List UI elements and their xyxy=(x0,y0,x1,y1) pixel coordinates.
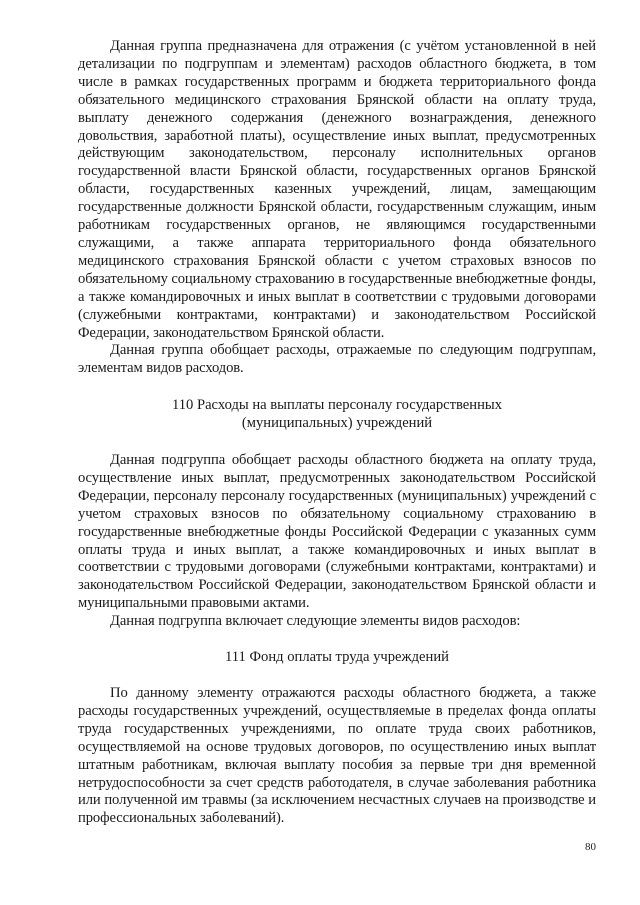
paragraph-subgroup-110: Данная подгруппа обобщает расходы областного бюджета на оплату труда, осуществление иных выплат, предусмотренных законодательством Российской Федерации, персоналу персоналу государственных (муниципальных) учреждений с учетом страховых взносов по обязательному социальному страхованию в государственные внебюджетные фонды Российской Федерации с указанных сумм оплаты труда и иных выплат, а также командировочных и иных выплат в соответствии с трудовыми договорами (служебными контрактами, контрактами) и законодательством Российской Федерации, законодательством Брянской области и муниципальными правовыми актами. xyxy=(78,452,596,612)
paragraph-element-111: По данному элементу отражаются расходы областного бюджета, а также расходы государственных учреждений, осуществляемые в пределах фонда оплаты труда государственных учреждениями, по оплате труда своих работников, осуществляемой на основе трудовых договоров, по осуществлению иных выплат штатным работникам, включая выплату пособия за первые три дня временной нетрудоспособности за счет средств работодателя, в случае заболевания работника или полученной им травмы (за исключением несчастных случаев на производстве и профессиональных заболеваний). xyxy=(78,685,596,827)
page-number: 80 xyxy=(585,841,596,853)
paragraph-subgroup-elements: Данная подгруппа включает следующие элементы видов расходов: xyxy=(110,613,521,630)
heading-111: 111 Фонд оплаты труда учреждений xyxy=(225,649,449,666)
document-page xyxy=(78,38,596,828)
heading-110-line2: (муниципальных) учреждений xyxy=(241,415,433,432)
heading-110-line1: 110 Расходы на выплаты персоналу государственных xyxy=(171,397,503,414)
paragraph-group-summary: Данная группа обобщает расходы, отражаемые по следующим подгруппам, элементам видов расходов. xyxy=(78,342,596,377)
paragraph-group-purpose: Данная группа предназначена для отражения (с учётом установленной в ней детализации по подгруппам и элементам) расходов областного бюджета, в том числе в рамках государственных программ и бюджета территориального фонда обязательного медицинского страхования Брянской области на оплату труда, выплату денежного содержания (денежного вознаграждения, денежного довольствия, заработной платы), осуществление иных выплат, предусмотренных действующим законодательством, персоналу исполнительных органов государственной власти Брянской области, государственных органов Брянской области, государственных казенных учреждений, лицам, замещающим государственные должности Брянской области, государственным служащим, иным работникам государственных органов, не являющимся государственными служащими, а также аппарата территориального фонда обязательного медицинского страхования Брянской области с учетом страховых взносов по обязательному социальному страхованию в государственные внебюджетные фонды, а также командировочных и иных выплат в соответствии с трудовыми договорами (служебными контрактами, контрактами) и законодательством Российской Федерации, законодательством Брянской области. xyxy=(78,38,596,341)
